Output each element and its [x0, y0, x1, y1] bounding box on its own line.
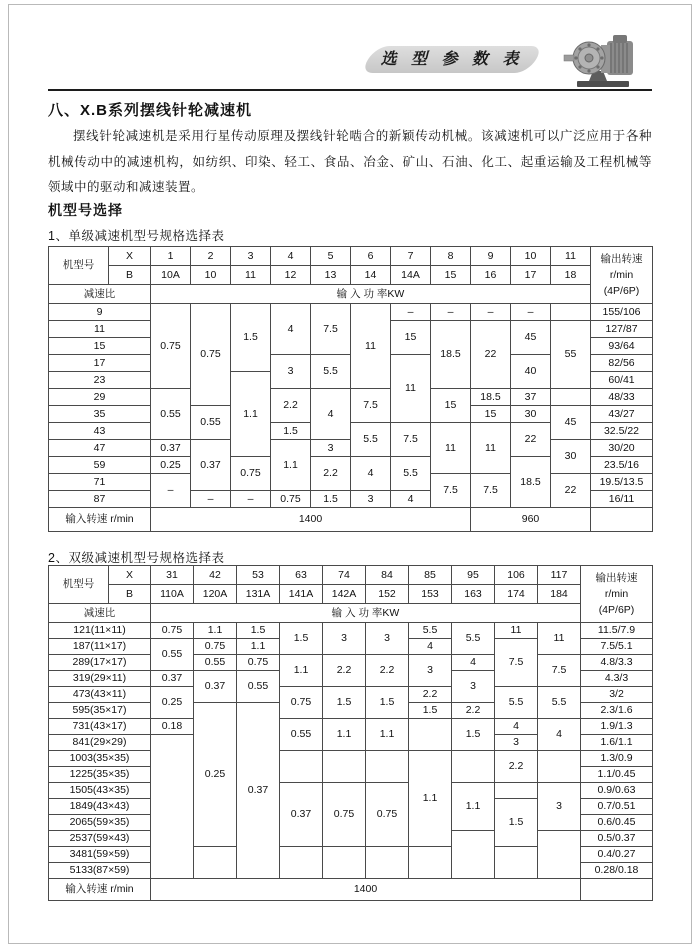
power-value-cell: 5.5: [391, 457, 431, 491]
output-header-line: r/min: [609, 268, 634, 281]
power-value-cell: 7.5: [538, 655, 581, 687]
x-model-cell: 84: [366, 566, 409, 585]
ratio-cell: 319(29×11): [49, 671, 151, 687]
power-value-cell: [323, 751, 366, 783]
power-value-cell: 32.5/22: [591, 423, 653, 440]
input-speed-label: 输入转速 r/min: [49, 508, 151, 532]
power-value-cell: 0.25: [194, 703, 237, 847]
ratio-cell: 2537(59×43): [49, 831, 151, 847]
power-value-cell: 1.5: [271, 423, 311, 440]
power-value-cell: 22: [511, 423, 551, 457]
output-speed-header: [581, 566, 653, 623]
power-value-cell: 4: [409, 639, 452, 655]
power-value-cell: –: [151, 474, 191, 508]
b-model-cell: 10A: [151, 266, 191, 285]
power-value-cell: 0.25: [151, 687, 194, 719]
power-value-cell: [551, 389, 591, 406]
power-value-cell: 55: [551, 321, 591, 389]
output-header-line: (4P/6P): [603, 285, 640, 298]
power-value-cell: [151, 735, 194, 879]
input-speed-value: [581, 879, 653, 901]
b-model-cell: 141A: [280, 585, 323, 604]
power-value-cell: 0.25: [151, 457, 191, 474]
power-header-cell: 输 入 功 率KW: [151, 285, 591, 304]
power-value-cell: 7.5: [495, 639, 538, 687]
power-value-cell: 0.37: [237, 703, 280, 879]
b-model-cell: 14A: [391, 266, 431, 285]
b-model-cell: 174: [495, 585, 538, 604]
power-value-cell: 1.5: [280, 623, 323, 655]
x-model-cell: 1: [151, 247, 191, 266]
b-model-cell: 18: [551, 266, 591, 285]
power-value-cell: 7.5: [351, 389, 391, 423]
output-header-line: 输出转速: [595, 571, 638, 584]
power-value-cell: 0.75: [280, 687, 323, 719]
power-value-cell: 19.5/13.5: [591, 474, 653, 491]
power-value-cell: –: [231, 491, 271, 508]
power-value-cell: 4: [351, 457, 391, 491]
power-value-cell: [551, 304, 591, 321]
power-value-cell: 5.5: [538, 687, 581, 719]
power-value-cell: 2.3/1.6: [581, 703, 653, 719]
power-value-cell: 11.5/7.9: [581, 623, 653, 639]
power-value-cell: 0.75: [151, 304, 191, 389]
ratio-cell: 47: [49, 440, 151, 457]
ratio-cell: 1505(43×35): [49, 783, 151, 799]
power-value-cell: 0.6/0.45: [581, 815, 653, 831]
ratio-cell: 121(11×11): [49, 623, 151, 639]
x-model-cell: 42: [194, 566, 237, 585]
b-model-cell: 131A: [237, 585, 280, 604]
x-model-cell: 4: [271, 247, 311, 266]
power-value-cell: 4: [311, 389, 351, 440]
header-divider: [48, 89, 652, 91]
b-model-cell: 120A: [194, 585, 237, 604]
single-stage-table: [48, 246, 653, 532]
power-value-cell: 3: [366, 623, 409, 655]
power-value-cell: 0.37: [151, 440, 191, 457]
b-row-label: B: [109, 266, 151, 285]
power-value-cell: 93/64: [591, 338, 653, 355]
power-value-cell: 2.2: [323, 655, 366, 687]
power-value-cell: [409, 847, 452, 879]
power-value-cell: [366, 847, 409, 879]
power-value-cell: 60/41: [591, 372, 653, 389]
ratio-header-cell: 减速比: [49, 604, 151, 623]
x-model-cell: 85: [409, 566, 452, 585]
power-value-cell: 0.55: [280, 719, 323, 751]
power-value-cell: 18.5: [431, 321, 471, 389]
b-model-cell: 152: [366, 585, 409, 604]
power-value-cell: 1.1: [271, 440, 311, 491]
power-value-cell: 1.6/1.1: [581, 735, 653, 751]
power-value-cell: 45: [511, 321, 551, 355]
input-speed-value: 1400: [151, 508, 471, 532]
selection-table: [48, 565, 653, 901]
ratio-cell: 187(11×17): [49, 639, 151, 655]
ratio-cell: 17: [49, 355, 151, 372]
power-value-cell: 0.55: [191, 406, 231, 440]
power-value-cell: 11: [431, 423, 471, 474]
power-value-cell: 23.5/16: [591, 457, 653, 474]
power-value-cell: 37: [511, 389, 551, 406]
x-model-cell: 2: [191, 247, 231, 266]
power-value-cell: 1.1: [280, 655, 323, 687]
power-value-cell: 0.9/0.63: [581, 783, 653, 799]
power-value-cell: [495, 783, 538, 799]
power-value-cell: 127/87: [591, 321, 653, 338]
power-value-cell: 1.1/0.45: [581, 767, 653, 783]
power-value-cell: [452, 751, 495, 783]
power-value-cell: 2.2: [495, 751, 538, 783]
power-value-cell: 16/11: [591, 491, 653, 508]
model-header-cell: 机型号: [49, 247, 109, 285]
power-value-cell: 0.37: [194, 671, 237, 703]
power-value-cell: 0.37: [280, 783, 323, 847]
section-title: 八、X.B系列摆线针轮减速机: [48, 102, 253, 119]
b-model-cell: 12: [271, 266, 311, 285]
x-model-cell: 106: [495, 566, 538, 585]
power-value-cell: 0.75: [194, 639, 237, 655]
power-value-cell: 0.75: [231, 457, 271, 491]
power-value-cell: [409, 719, 452, 751]
ratio-cell: 731(43×17): [49, 719, 151, 735]
x-model-cell: 10: [511, 247, 551, 266]
power-value-cell: 3: [271, 355, 311, 389]
x-model-cell: 74: [323, 566, 366, 585]
gear-motor-icon: [563, 33, 645, 90]
power-value-cell: 4: [271, 304, 311, 355]
power-value-cell: 4: [495, 719, 538, 735]
power-value-cell: 0.37: [151, 671, 194, 687]
subsection-title: 机型号选择: [48, 202, 123, 218]
power-value-cell: 0.18: [151, 719, 194, 735]
power-value-cell: 4: [391, 491, 431, 508]
power-value-cell: 30: [551, 440, 591, 474]
power-value-cell: 3: [351, 491, 391, 508]
power-value-cell: 2.2: [366, 655, 409, 687]
power-value-cell: 11: [538, 623, 581, 655]
power-value-cell: 18.5: [511, 457, 551, 508]
power-value-cell: 0.75: [151, 623, 194, 639]
output-speed-header: [591, 247, 653, 304]
ratio-cell: 841(29×29): [49, 735, 151, 751]
ratio-cell: 595(35×17): [49, 703, 151, 719]
b-model-cell: 11: [231, 266, 271, 285]
power-value-cell: 7.5/5.1: [581, 639, 653, 655]
power-value-cell: 1.1: [323, 719, 366, 751]
power-value-cell: 1.1: [237, 639, 280, 655]
power-value-cell: 5.5: [409, 623, 452, 639]
output-header-line: 输出转速: [600, 252, 643, 265]
b-model-cell: 13: [311, 266, 351, 285]
power-value-cell: [194, 847, 237, 879]
x-model-cell: 9: [471, 247, 511, 266]
b-model-cell: 15: [431, 266, 471, 285]
x-model-cell: 7: [391, 247, 431, 266]
power-value-cell: [452, 831, 495, 879]
power-value-cell: 0.55: [194, 655, 237, 671]
power-value-cell: 1.1: [409, 751, 452, 847]
power-value-cell: –: [191, 491, 231, 508]
power-value-cell: 11: [495, 623, 538, 639]
power-value-cell: [366, 751, 409, 783]
power-value-cell: –: [471, 304, 511, 321]
power-value-cell: 0.75: [271, 491, 311, 508]
power-value-cell: 2.2: [452, 703, 495, 719]
power-value-cell: 5.5: [311, 355, 351, 389]
power-value-cell: [280, 751, 323, 783]
power-value-cell: 15: [431, 389, 471, 423]
x-model-cell: 6: [351, 247, 391, 266]
power-value-cell: 0.4/0.27: [581, 847, 653, 863]
output-header-line: (4P/6P): [598, 604, 635, 617]
output-header-line: r/min: [604, 587, 629, 600]
power-value-cell: 1.5: [409, 703, 452, 719]
ratio-cell: 71: [49, 474, 151, 491]
ratio-cell: 11: [49, 321, 151, 338]
x-model-cell: 53: [237, 566, 280, 585]
power-value-cell: 30: [511, 406, 551, 423]
power-value-cell: 5.5: [495, 687, 538, 719]
b-model-cell: 17: [511, 266, 551, 285]
input-speed-value: [591, 508, 653, 532]
power-value-cell: 0.75: [366, 783, 409, 847]
b-model-cell: 184: [538, 585, 581, 604]
power-value-cell: 43/27: [591, 406, 653, 423]
ratio-cell: 15: [49, 338, 151, 355]
power-value-cell: 1.5: [237, 623, 280, 639]
x-model-cell: 95: [452, 566, 495, 585]
model-header-cell: 机型号: [49, 566, 109, 604]
power-value-cell: 1.3/0.9: [581, 751, 653, 767]
power-value-cell: 1.9/1.3: [581, 719, 653, 735]
power-value-cell: 3: [409, 655, 452, 687]
b-row-label: B: [109, 585, 151, 604]
power-value-cell: 1.5: [452, 719, 495, 751]
b-model-cell: 153: [409, 585, 452, 604]
power-value-cell: 7.5: [431, 474, 471, 508]
ratio-cell: 43: [49, 423, 151, 440]
power-value-cell: 0.75: [323, 783, 366, 847]
power-value-cell: [495, 847, 538, 879]
power-value-cell: 4: [452, 655, 495, 671]
x-model-cell: 8: [431, 247, 471, 266]
ratio-cell: 9: [49, 304, 151, 321]
power-value-cell: 3: [538, 783, 581, 831]
power-value-cell: 0.55: [151, 389, 191, 440]
power-value-cell: 0.37: [191, 440, 231, 491]
power-value-cell: [280, 847, 323, 879]
power-value-cell: 5.5: [351, 423, 391, 457]
x-model-cell: 11: [551, 247, 591, 266]
x-model-cell: 117: [538, 566, 581, 585]
power-value-cell: 11: [391, 355, 431, 423]
power-value-cell: 0.75: [237, 655, 280, 671]
ratio-cell: 289(17×17): [49, 655, 151, 671]
power-value-cell: –: [511, 304, 551, 321]
power-value-cell: 22: [551, 474, 591, 508]
power-value-cell: 82/56: [591, 355, 653, 372]
power-value-cell: 2.2: [271, 389, 311, 423]
ratio-cell: 29: [49, 389, 151, 406]
intro-paragraph: 摆线针轮减速机是采用行星传动原理及摆线针轮啮合的新颖传动机械。该减速机可以广泛应用于各种机械传动中的减速机构，如纺织、印染、轻工、食品、冶金、矿山、石油、化工、起重运输及工程机械等领域中的驱动和减速装置。: [48, 129, 652, 194]
power-value-cell: 3: [323, 623, 366, 655]
power-value-cell: 155/106: [591, 304, 653, 321]
power-value-cell: [538, 751, 581, 783]
power-value-cell: 11: [471, 423, 511, 474]
ratio-cell: 473(43×11): [49, 687, 151, 703]
b-model-cell: 14: [351, 266, 391, 285]
power-value-cell: 1.1: [194, 623, 237, 639]
power-value-cell: [538, 831, 581, 879]
power-header-cell: 输 入 功 率KW: [151, 604, 581, 623]
power-value-cell: 0.7/0.51: [581, 799, 653, 815]
power-value-cell: 1.1: [366, 719, 409, 751]
ratio-cell: 35: [49, 406, 151, 423]
power-value-cell: 40: [511, 355, 551, 389]
power-value-cell: 4.8/3.3: [581, 655, 653, 671]
input-speed-label: 输入转速 r/min: [49, 879, 151, 901]
power-value-cell: 1.5: [495, 799, 538, 847]
double-stage-table: [48, 565, 653, 901]
ratio-cell: 5133(87×59): [49, 863, 151, 879]
x-model-cell: 5: [311, 247, 351, 266]
ratio-header-cell: 减速比: [49, 285, 151, 304]
power-value-cell: 5.5: [452, 623, 495, 655]
power-value-cell: 1.1: [452, 783, 495, 831]
x-model-cell: 3: [231, 247, 271, 266]
input-speed-value: 960: [471, 508, 591, 532]
power-value-cell: 45: [551, 406, 591, 440]
power-value-cell: 7.5: [391, 423, 431, 457]
ratio-cell: 1849(43×43): [49, 799, 151, 815]
power-value-cell: 0.5/0.37: [581, 831, 653, 847]
b-model-cell: 110A: [151, 585, 194, 604]
power-value-cell: 0.75: [191, 304, 231, 406]
power-value-cell: [323, 847, 366, 879]
power-value-cell: 0.55: [237, 671, 280, 703]
power-value-cell: 4: [538, 719, 581, 751]
table2-caption: 2、双级减速机型号规格选择表: [48, 551, 225, 565]
power-value-cell: –: [431, 304, 471, 321]
page-title: 选 型 参 数 表: [380, 51, 524, 68]
input-speed-value: 1400: [151, 879, 581, 901]
power-value-cell: 48/33: [591, 389, 653, 406]
ratio-cell: 1225(35×35): [49, 767, 151, 783]
power-value-cell: 2.2: [311, 457, 351, 491]
b-model-cell: 10: [191, 266, 231, 285]
b-model-cell: 142A: [323, 585, 366, 604]
power-value-cell: 7.5: [311, 304, 351, 355]
power-value-cell: 15: [471, 406, 511, 423]
power-value-cell: 2.2: [409, 687, 452, 703]
b-model-cell: 163: [452, 585, 495, 604]
power-value-cell: 30/20: [591, 440, 653, 457]
power-value-cell: 7.5: [471, 474, 511, 508]
power-value-cell: 3: [311, 440, 351, 457]
power-value-cell: –: [391, 304, 431, 321]
gear-motor-photo: [563, 33, 645, 90]
x-row-label: X: [109, 566, 151, 585]
selection-table: [48, 246, 653, 532]
ratio-cell: 87: [49, 491, 151, 508]
power-value-cell: 1.5: [366, 687, 409, 719]
x-model-cell: 31: [151, 566, 194, 585]
power-value-cell: 1.5: [231, 304, 271, 372]
power-value-cell: 3: [495, 735, 538, 751]
ratio-cell: 1003(35×35): [49, 751, 151, 767]
power-value-cell: 4.3/3: [581, 671, 653, 687]
power-value-cell: 1.5: [311, 491, 351, 508]
ratio-cell: 2065(59×35): [49, 815, 151, 831]
power-value-cell: 0.55: [151, 639, 194, 671]
power-value-cell: 15: [391, 321, 431, 355]
power-value-cell: 18.5: [471, 389, 511, 406]
power-value-cell: 11: [351, 304, 391, 389]
table1-caption: 1、单级减速机型号规格选择表: [48, 229, 225, 243]
power-value-cell: 3/2: [581, 687, 653, 703]
ratio-cell: 3481(59×59): [49, 847, 151, 863]
b-model-cell: 16: [471, 266, 511, 285]
x-model-cell: 63: [280, 566, 323, 585]
power-value-cell: 1.1: [231, 372, 271, 457]
power-value-cell: 3: [452, 671, 495, 703]
ratio-cell: 59: [49, 457, 151, 474]
power-value-cell: 0.28/0.18: [581, 863, 653, 879]
power-value-cell: 22: [471, 321, 511, 389]
x-row-label: X: [109, 247, 151, 266]
power-value-cell: 1.5: [323, 687, 366, 719]
ratio-cell: 23: [49, 372, 151, 389]
